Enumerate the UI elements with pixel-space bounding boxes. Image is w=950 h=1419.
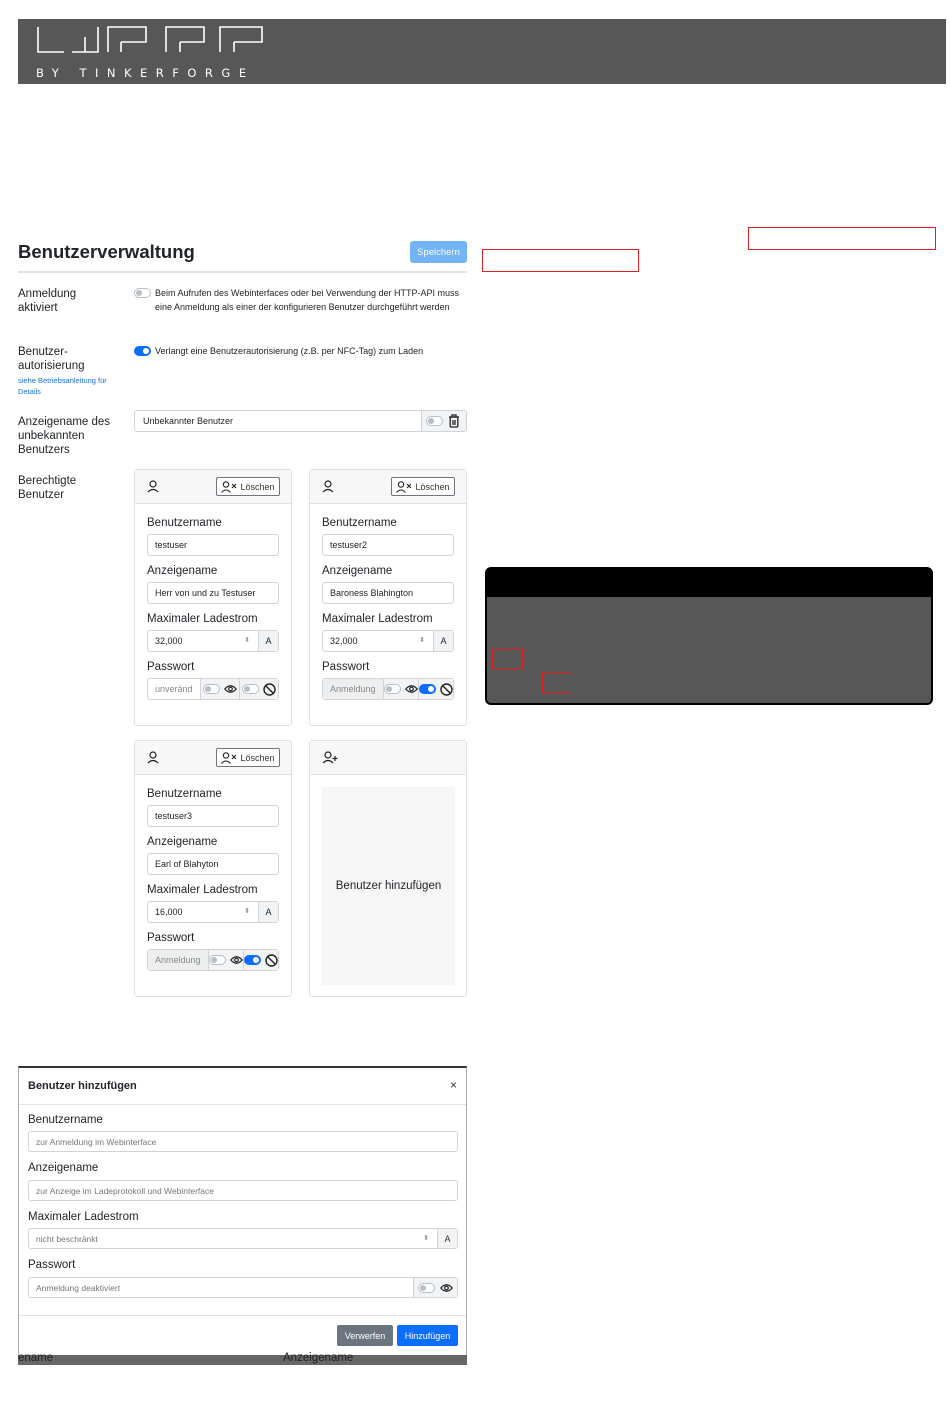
user-card-header (310, 470, 466, 504)
modal-title: Benutzer hinzufügen (28, 1080, 137, 1092)
modal-max-current-label: Maximaler Ladestrom (28, 1211, 139, 1223)
background-label: ename (18, 1352, 54, 1364)
max-current-value: 32,000 (155, 636, 183, 646)
background-label: Anzeigename (283, 1352, 354, 1364)
add-user-card[interactable] (309, 740, 467, 997)
show-password-toggle[interactable] (384, 684, 401, 694)
authorization-label: Benutzer-autorisierung (18, 346, 85, 372)
unknown-user-toggle[interactable] (426, 416, 443, 426)
clear-password-toggle[interactable] (419, 684, 436, 694)
display-name-input[interactable]: Earl of Blahyton (147, 853, 279, 875)
user-card (309, 469, 467, 726)
max-current-value: 32,000 (330, 636, 358, 646)
login-label: Anmeldung aktiviert (18, 288, 77, 314)
display-name-input[interactable]: Herr von und zu Testuser (147, 582, 279, 604)
user-card (134, 469, 292, 726)
modal-password-placeholder: Anmeldung deaktiviert (36, 1283, 121, 1293)
spinner-icon[interactable]: ⬍ (244, 637, 250, 644)
user-icon (322, 480, 334, 493)
modal-password-addon (413, 1278, 457, 1297)
modal-footer (19, 1315, 466, 1358)
display-name-label: Anzeigename (147, 565, 218, 577)
max-current-input[interactable] (322, 630, 454, 652)
warp-logo (36, 25, 286, 61)
add-user-label: Benutzer hinzufügen (335, 880, 442, 892)
user-plus-icon (322, 751, 338, 764)
password-show-addon (208, 950, 243, 970)
modal-display-name-input[interactable] (28, 1180, 458, 1201)
max-current-label: Maximaler Ladestrom (147, 884, 258, 896)
close-icon[interactable]: × (449, 1078, 457, 1092)
max-current-input[interactable] (147, 630, 279, 652)
password-label: Passwort (147, 661, 195, 673)
authorization-description: Verlangt eine Benutzerautorisierung (z.B. per NFC-Tag) zum Laden (155, 346, 424, 356)
add-button[interactable]: Hinzufügen (397, 1325, 458, 1346)
user-x-icon (396, 481, 413, 493)
modal-unit-label: A (437, 1229, 457, 1248)
user-x-icon (221, 481, 238, 493)
add-user-area[interactable] (322, 787, 455, 985)
max-current-value: 16,000 (155, 907, 183, 917)
unknown-user-addon (421, 411, 466, 431)
user-icon (147, 751, 159, 764)
password-clear-addon (418, 679, 453, 699)
unit-label: A (433, 631, 453, 651)
password-input[interactable] (322, 678, 454, 700)
password-clear-addon (243, 950, 278, 970)
eye-icon[interactable] (224, 684, 237, 694)
eye-icon[interactable] (230, 955, 243, 965)
modal-max-current-input[interactable] (28, 1228, 458, 1249)
unknown-user-name-input[interactable] (134, 410, 467, 432)
authorized-users-label: Berechtigte Benutzer (18, 475, 77, 501)
delete-label: Löschen (240, 481, 275, 492)
username-input[interactable]: testuser3 (147, 805, 279, 827)
show-password-toggle[interactable] (203, 684, 220, 694)
spinner-icon[interactable]: ⬍ (244, 908, 250, 915)
unit-label: A (258, 631, 278, 651)
add-user-card-header (310, 741, 466, 775)
max-current-input[interactable] (147, 901, 279, 923)
username-label: Benutzername (322, 517, 397, 529)
display-name-input[interactable]: Baroness Blahington (322, 582, 454, 604)
password-label: Passwort (322, 661, 370, 673)
user-card-header (135, 741, 291, 775)
modal-username-label: Benutzername (28, 1114, 103, 1126)
eye-icon[interactable] (405, 684, 418, 694)
highlight-box (542, 672, 572, 693)
password-input[interactable] (147, 949, 279, 971)
username-input[interactable]: testuser (147, 534, 279, 556)
ban-icon[interactable] (440, 683, 453, 696)
password-value: Anmeldung (148, 950, 208, 970)
login-toggle[interactable] (134, 288, 151, 298)
user-card-header (135, 470, 291, 504)
modal-display-name-placeholder: zur Anzeige im Ladeprotokoll und Webinterface (36, 1186, 214, 1196)
ban-icon[interactable] (265, 954, 278, 967)
password-show-addon (200, 679, 239, 699)
modal-username-input[interactable] (28, 1131, 458, 1152)
title-divider (18, 271, 467, 273)
discard-button[interactable]: Verwerfen (337, 1325, 393, 1346)
highlight-box (748, 227, 936, 250)
overlay-title-bar (487, 569, 931, 597)
password-show-addon (383, 679, 418, 699)
login-description: Beim Aufrufen des Webinterfaces oder bei Verwendung der HTTP-API muss eine Anmeldung als einer der konfigurieren Benutzer durchgeführt werden (155, 288, 459, 312)
clear-password-toggle[interactable] (242, 684, 259, 694)
add-user-modal (18, 1066, 467, 1356)
max-current-label: Maximaler Ladestrom (147, 613, 258, 625)
page-title: Benutzerverwaltung (18, 241, 195, 262)
display-name-label: Anzeigename (322, 565, 393, 577)
authorization-toggle[interactable] (134, 346, 151, 356)
background-strip (18, 1355, 467, 1365)
delete-label: Löschen (240, 752, 275, 763)
password-clear-addon (239, 679, 278, 699)
username-label: Benutzername (147, 788, 222, 800)
user-x-icon (221, 752, 238, 764)
spinner-icon[interactable]: ⬍ (419, 637, 425, 644)
password-label: Passwort (147, 932, 195, 944)
modal-header (19, 1068, 466, 1105)
password-value: Anmeldung (323, 679, 383, 699)
highlight-box (482, 249, 639, 272)
max-current-label: Maximaler Ladestrom (322, 613, 433, 625)
username-input[interactable]: testuser2 (322, 534, 454, 556)
show-password-toggle[interactable] (418, 1283, 435, 1293)
unknown-user-label: Anzeigename des unbekannten Benutzers (18, 416, 111, 456)
delete-user-button[interactable] (391, 477, 455, 496)
modal-password-label: Passwort (28, 1259, 76, 1271)
display-name-label: Anzeigename (147, 836, 218, 848)
delete-user-button[interactable] (216, 477, 280, 496)
modal-username-placeholder: zur Anmeldung im Webinterface (36, 1137, 157, 1147)
eye-icon[interactable] (440, 1283, 453, 1293)
show-password-toggle[interactable] (209, 955, 226, 965)
delete-user-button[interactable] (216, 748, 280, 767)
user-icon (147, 480, 159, 493)
ban-icon[interactable] (263, 683, 276, 696)
modal-password-input[interactable] (28, 1277, 458, 1298)
clear-password-toggle[interactable] (244, 955, 261, 965)
app-header (18, 19, 946, 84)
unknown-user-name-value: Unbekannter Benutzer (143, 416, 234, 426)
username-label: Benutzername (147, 517, 222, 529)
modal-display-name-label: Anzeigename (28, 1162, 99, 1174)
trash-icon[interactable] (448, 414, 460, 428)
save-button[interactable]: Speichern (410, 241, 467, 263)
authorization-label-group (18, 345, 118, 397)
password-value: unveränd (155, 684, 193, 694)
manual-help-link[interactable]: siehe Betriebsanleitung für Details (18, 376, 107, 396)
modal-max-current-placeholder: nicht beschränkt (36, 1234, 98, 1244)
spinner-icon[interactable]: ⬍ (423, 1235, 429, 1242)
password-input[interactable] (147, 678, 279, 700)
delete-label: Löschen (415, 481, 450, 492)
unit-label: A (258, 902, 278, 922)
highlight-box (492, 649, 523, 669)
logo-subtitle: BY TINKERFORGE (36, 66, 255, 80)
user-card (134, 740, 292, 997)
